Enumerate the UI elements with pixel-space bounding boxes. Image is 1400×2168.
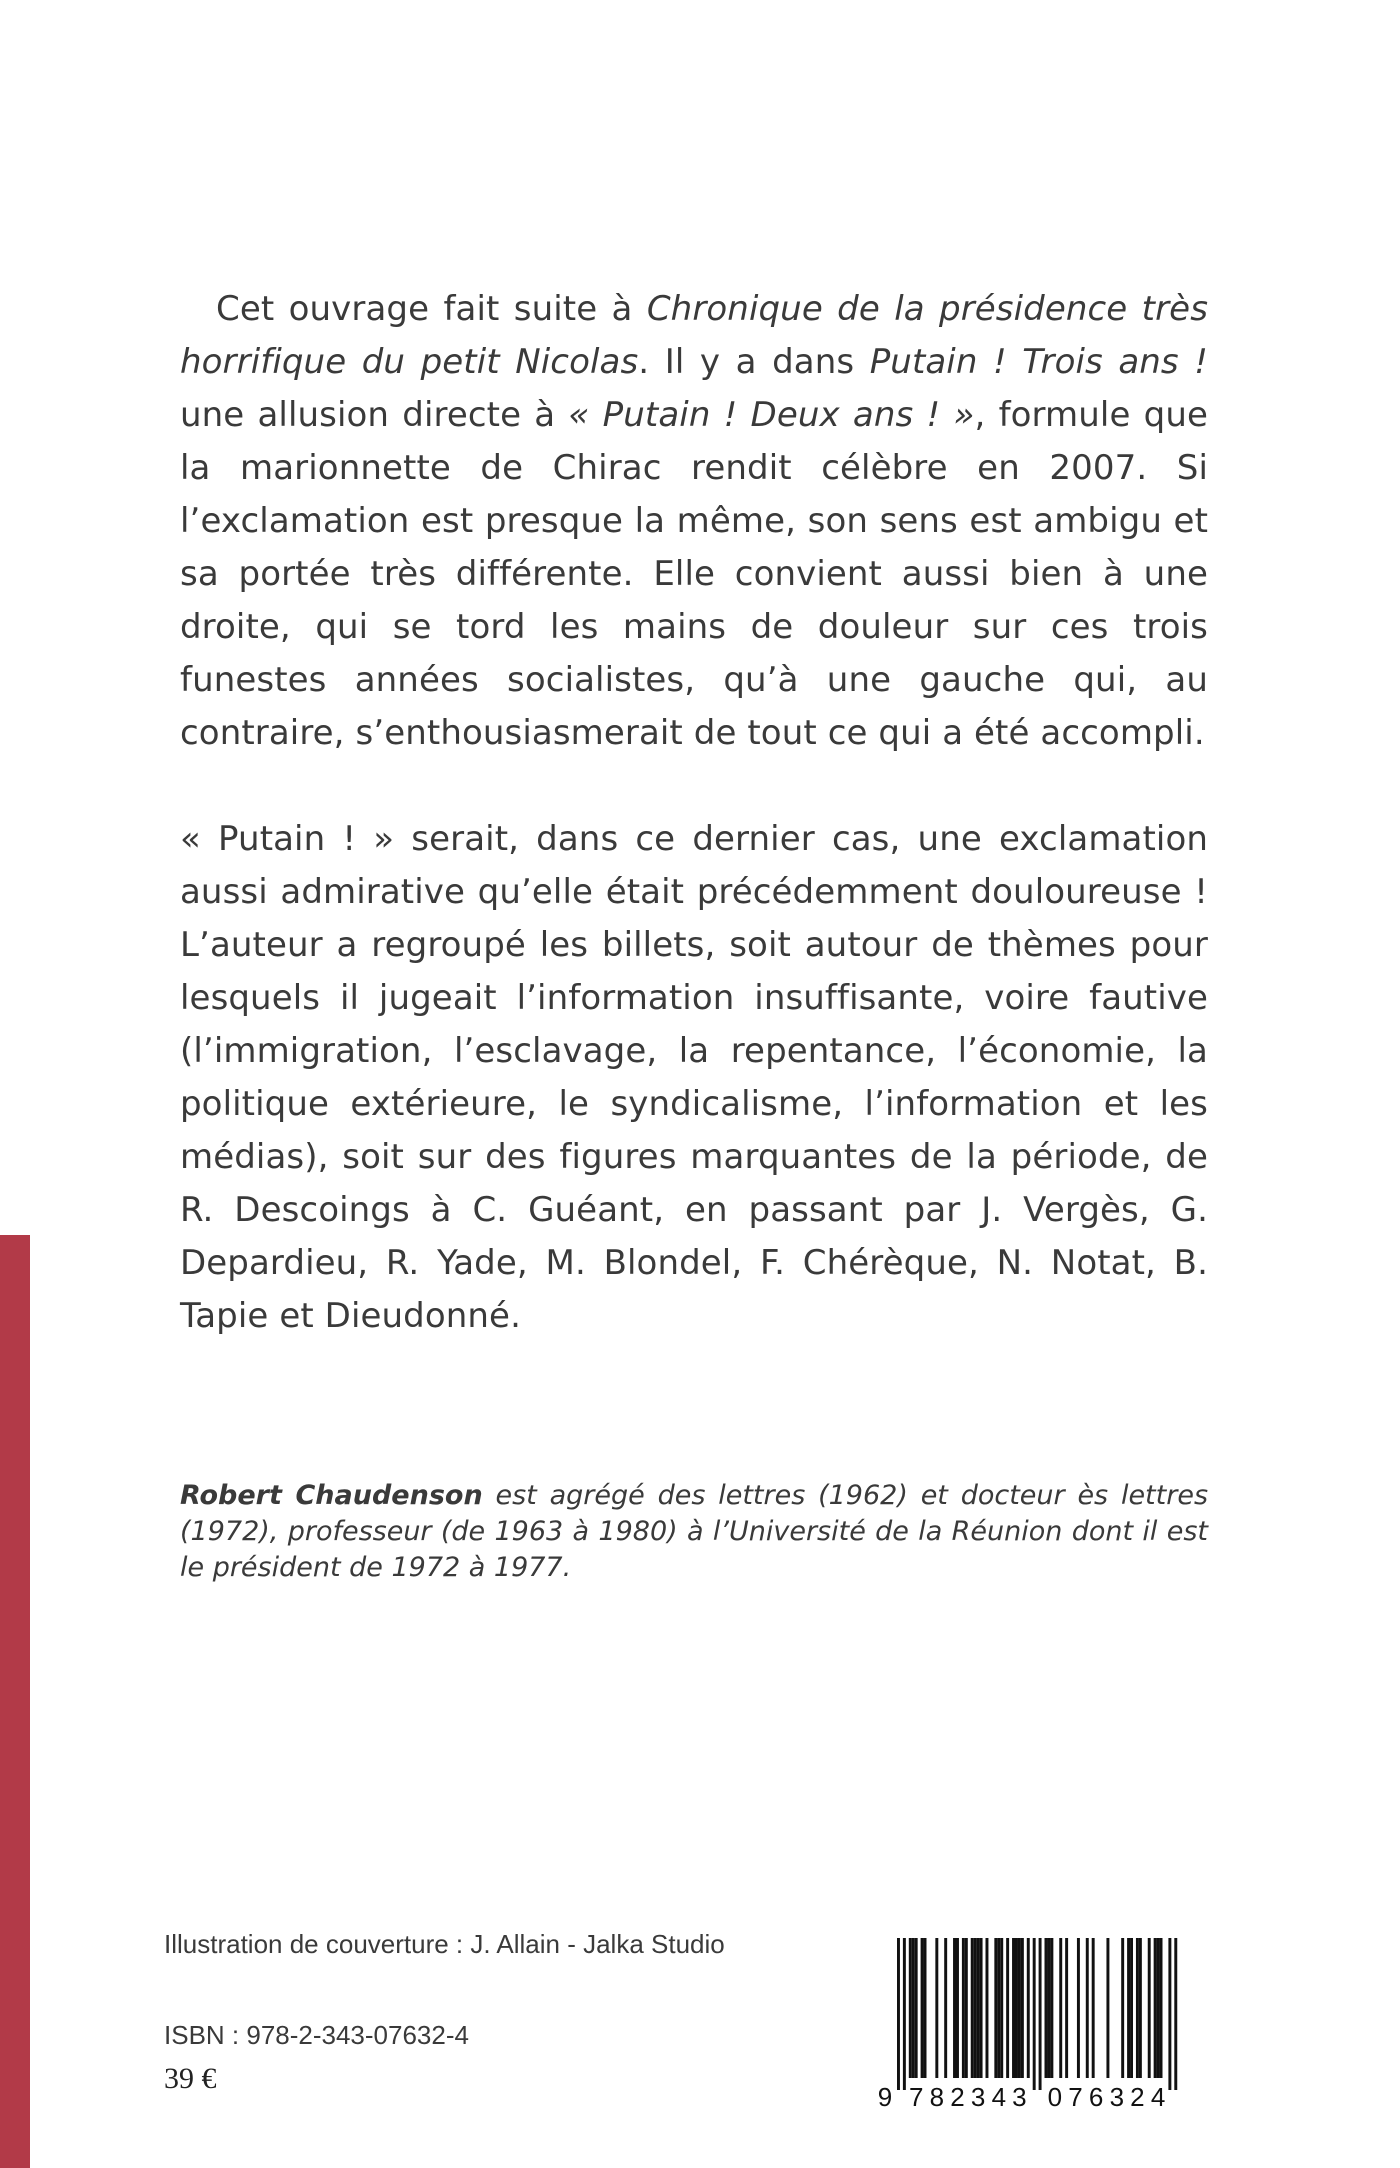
barcode-bar [1121,1938,1124,2078]
barcode-digit: 2 [1130,2082,1145,2112]
barcode-bar [971,1938,974,2078]
barcode-bar [1047,1938,1050,2078]
barcode-digit: 3 [1109,2082,1125,2112]
barcode-bar [1021,1938,1024,2078]
blurb-text: Cet ouvrage fait suite à [216,289,647,329]
author-bio [180,1478,1208,1586]
barcode-digit: 3 [970,2082,986,2112]
barcode-bar [997,1938,1000,2078]
barcode-digit: 0 [1047,2082,1063,2112]
barcode-bar [944,1938,947,2078]
book-title: Putain ! Trois ans ! [869,342,1208,382]
barcode-bar [924,1938,927,2078]
barcode-bar [1136,1938,1139,2078]
barcode-digit: 7 [1068,2082,1083,2112]
barcode-digit: 7 [908,2082,924,2112]
barcode-bar [1015,1938,1018,2078]
barcode-digit: 2 [950,2082,965,2112]
barcode-bar [1157,1938,1160,2078]
barcode-bar [962,1938,965,2078]
barcode-digit: 8 [929,2082,945,2112]
barcode-bar [1033,1938,1036,2090]
barcode-bar [1106,1938,1109,2078]
barcode-graphic [875,1934,1210,2114]
cover-illustration-credit: Illustration de couverture : J. Allain - Jalka Studio [164,1929,725,1959]
barcode-bar [1086,1938,1089,2078]
author-bio-text: est agrégé des lettres (1962) et docteur ès lettres (1972), professeur (de 1963 à 1980) à l’Université de la Réunion dont il est le président de 1972 à 1977. [180,1480,1209,1583]
isbn: ISBN : 978-2-343-07632-4 [164,2020,469,2050]
barcode-bar [1006,1938,1009,2078]
barcode-bar [1154,1938,1157,2078]
blurb-text: une allusion directe à [180,395,569,435]
blurb [180,283,1208,1343]
barcode-bar [1045,1938,1048,2078]
barcode-bar [965,1938,968,2078]
barcode-bar [1092,1938,1095,2078]
barcode-bar [1018,1938,1021,2078]
barcode-bar [1168,1938,1171,2090]
barcode-bar [986,1938,989,2078]
barcode-bar [994,1938,997,2078]
barcode-bar [1039,1938,1042,2090]
barcode-digit: 3 [1012,2082,1027,2112]
barcode-bar [1130,1938,1133,2078]
barcode-bar [974,1938,977,2078]
barcode-bar [980,1938,983,2078]
barcode-bar [977,1938,980,2078]
barcode-bar [1012,1938,1015,2078]
barcode-bar [909,1938,912,2078]
barcode-digit: 4 [991,2082,1007,2112]
barcode-digit: 9 [877,2082,893,2112]
barcode-bar [935,1938,938,2078]
barcode-bar [903,1938,906,2090]
barcode-bar [1050,1938,1053,2078]
blurb-paragraph-2: « Putain ! » serait, dans ce dernier cas, une exclamation aussi admirative qu’elle était précédemment douloureuse ! L’auteur a regroupé les billets, soit autour de thèmes pour lesquels il jugeait l’information insuffisante, voire fautive (l’immigration, l’esclavage, la repentance, l’économie, la politique extérieure, le syndicalisme, l’information et les médias), soit sur des figures marquantes de la période, de R. Descoings à C. Guéant, en passant par J. Vergès, G. Depardieu, R. Yade, M. Blondel, F. Chérèque, N. Notat, B. Tapie et Dieudonné. [180,819,1208,1336]
barcode-bar [956,1938,959,2078]
price: 39 € [164,2062,217,2095]
barcode-bar [1059,1938,1062,2078]
barcode-bar [1000,1938,1003,2078]
barcode-bar [1077,1938,1080,2078]
blurb-text: . Il y a dans [638,342,870,382]
barcode-digit: 4 [1150,2082,1166,2112]
barcode-bar [1027,1938,1030,2078]
barcode-bar [912,1938,915,2078]
blurb-paragraph-1 [180,283,1208,760]
barcode-bar [1148,1938,1151,2078]
barcode-bar [1174,1938,1177,2090]
barcode-bar [1160,1938,1163,2078]
accent-band [0,1235,30,2168]
barcode-bar [953,1938,956,2078]
barcode-digit: 6 [1088,2082,1104,2112]
barcode-bar [915,1938,918,2078]
author-name: Robert Chaudenson [180,1480,483,1511]
previous-book-title: Chronique de la présidence très horrifique du petit Nicolas [180,289,1209,382]
barcode [875,1934,1210,2114]
blurb-text: , formule que la marionnette de Chirac rendit célèbre en 2007. Si l’exclamation est presque la même, son sens est ambigu et sa portée très différente. Elle convient aussi bien à une droite, qui se tord les mains de douleur sur ces trois funestes années socialistes, qu’à une gauche qui, au contraire, s’enthousiasmerait de tout ce qui a été accompli. [180,395,1208,753]
barcode-bar [1065,1938,1068,2078]
barcode-bar [897,1938,900,2090]
barcode-bar [1127,1938,1130,2078]
barcode-bar [1139,1938,1142,2078]
quoted-formula: « Putain ! Deux ans ! » [568,395,975,435]
barcode-bar [921,1938,924,2078]
